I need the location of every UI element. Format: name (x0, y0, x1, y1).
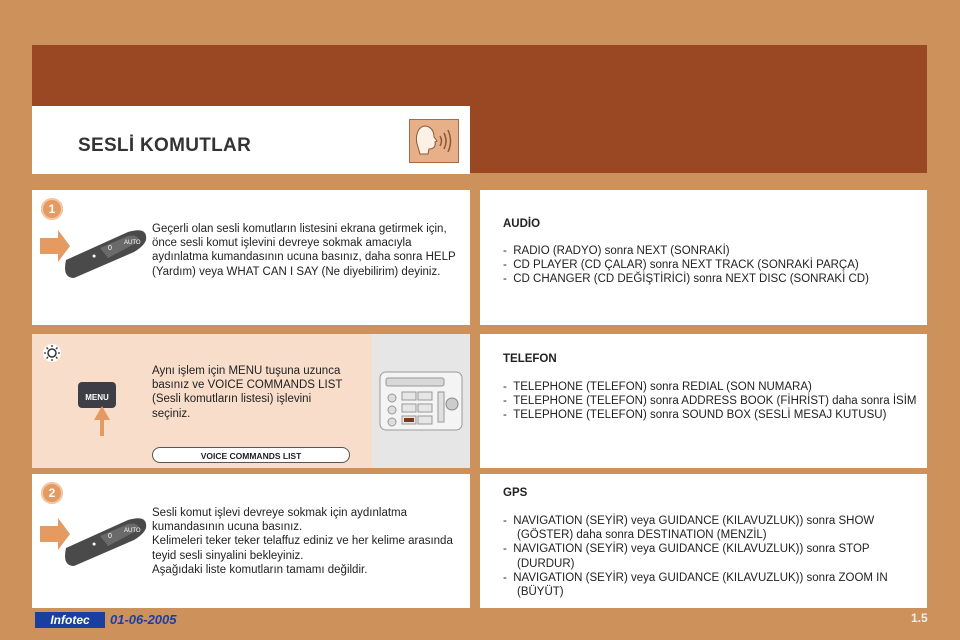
gps-panel (480, 474, 927, 608)
telefon-list (503, 380, 923, 423)
telefon-panel (480, 334, 927, 468)
audio-title: AUDİO (503, 218, 541, 230)
svg-text:AUTO: AUTO (124, 240, 141, 246)
list-item: - TELEPHONE (TELEFON) sonra REDIAL (SON NUMARA) (503, 381, 812, 393)
audio-panel (480, 190, 927, 325)
list-item: - NAVIGATION (SEYİR) veya GUIDANCE (KILAVUZLUK)) sonra SHOW (GÖSTER) daha sonra DESTINATION (MENZİL) (503, 515, 875, 542)
voice-command-icon (409, 119, 459, 163)
lighting-stalk-icon (38, 504, 150, 574)
bulb-icon (42, 343, 62, 363)
footer-date: 01-06-2005 (110, 612, 177, 627)
list-item: - RADIO (RADYO) sonra NEXT (SONRAKİ) (503, 245, 730, 257)
audio-list (503, 244, 923, 287)
step-number-2: 2 (41, 482, 63, 504)
radio-unit-icon (378, 370, 464, 432)
gps-list (503, 514, 923, 599)
svg-text:0: 0 (108, 245, 112, 252)
svg-text:●: ● (92, 253, 97, 260)
list-item: - TELEPHONE (TELEFON) sonra SOUND BOX (SESLİ MESAJ KUTUSU) (503, 409, 887, 422)
lighting-stalk-icon (38, 216, 150, 286)
page-number: 1.5 (911, 611, 928, 625)
svg-text:●: ● (92, 541, 97, 548)
svg-text:AUTO: AUTO (124, 528, 141, 534)
list-item: - NAVIGATION (SEYİR) veya GUIDANCE (KILAVUZLUK)) sonra STOP (DURDUR) (503, 543, 870, 570)
menu-step-text: Aynı işlem için MENU tuşuna uzunca basınız ve VOICE COMMANDS LIST (Sesli komutların listesi) işlevini seçiniz. (152, 365, 343, 420)
list-item: - CD CHANGER (CD DEĞİŞTİRİCİ) sonra NEXT DISC (SONRAKİ CD) (503, 273, 869, 286)
step1-text: Geçerli olan sesli komutların listesini ekrana getirmek için, önce sesli komut işlevini devreye sokmak amacıyla aydınlatma kumandasının ucuna basınız, daha sonra HELP (Yardım) veya WHAT CAN I SAY (Ne diyebilirim) deyiniz. (152, 223, 456, 278)
gps-title: GPS (503, 487, 528, 499)
list-item: - CD PLAYER (CD ÇALAR) sonra NEXT TRACK (SONRAKİ PARÇA) (503, 259, 859, 272)
infotec-logo: Infotec (35, 612, 105, 628)
telefon-title: TELEFON (503, 353, 557, 365)
voice-commands-list-label: VOICE COMMANDS LIST (152, 447, 350, 463)
menu-button-illustration (76, 380, 122, 436)
svg-text:0: 0 (108, 533, 112, 540)
step-number-1: 1 (41, 198, 63, 220)
step2-text: Sesli komut işlevi devreye sokmak için aydınlatma kumandasının ucuna basınız. Kelimeleri teker teker telaffuz ediniz ve her kelime arasında teyid sesli sinyalini bekleyiniz. Aşağıdaki liste komutların tamamı değildir. (152, 507, 453, 576)
page-title: SESLİ KOMUTLAR (78, 135, 252, 156)
list-item: - TELEPHONE (TELEFON) sonra ADDRESS BOOK (FİHRİST) daha sonra İSİM (503, 395, 917, 408)
list-item: - NAVIGATION (SEYİR) veya GUIDANCE (KILAVUZLUK)) sonra ZOOM IN (BÜYÜT) (503, 571, 888, 599)
svg-text:MENU: MENU (85, 393, 109, 402)
